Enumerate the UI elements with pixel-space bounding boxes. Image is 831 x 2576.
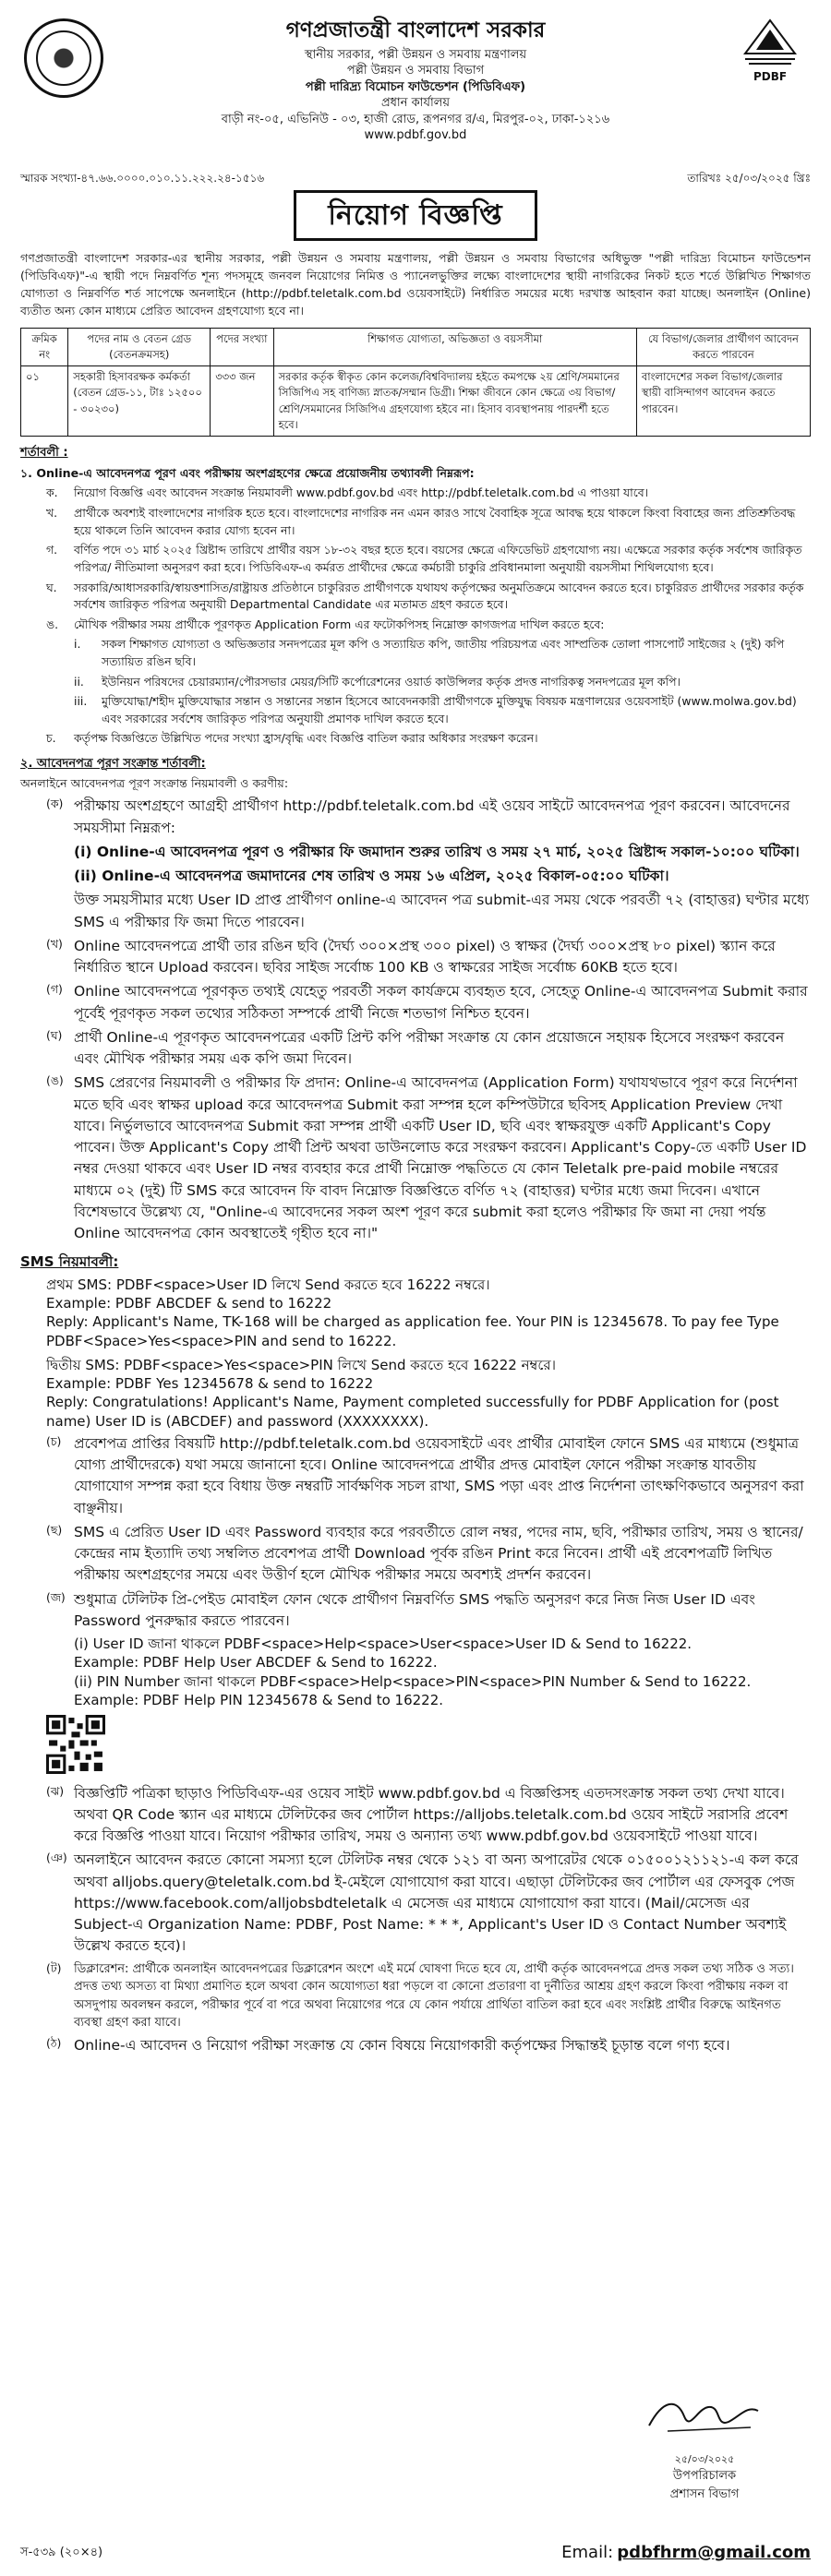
- sms-title: SMS নিয়মাবলী:: [20, 1253, 119, 1271]
- email-label: Email:: [561, 2543, 614, 2562]
- office-name: প্রধান কার্যালয়: [380, 96, 451, 111]
- condition-b-text: প্রার্থীকে অবশ্যই বাংলাদেশের নাগরিক হতে হবে। বাংলাদেশের নাগরিক নন এমন কারও সাথে বৈবাহিক সূত্রে আবদ্ধ হয়ে থাকলে কিংবা বিবাহের জন্য প্রতিশ্রুতিবদ্ধ হয়ে থাকলে তিনি আবেদন করার যোগ্য হবেন না।: [74, 506, 796, 537]
- application-ng-no: (ঙ): [46, 1073, 64, 1088]
- condition-i-text: সকল শিক্ষাগত যোগ্যতা ও অভিজ্ঞতার সনদপত্রের মূল কপি ও সত্যায়িত কপি, জাতীয় পরিচয়পত্র এবং সাম্প্রতিক তোলা পাসপোর্ট সাইজের ২ (দুই) কপি সত্যায়িত রঙিন ছবি।: [102, 637, 785, 668]
- condition-ng-no: ঙ.: [46, 617, 59, 631]
- more-yn-text: অনলাইনে আবেদন করতে কোনো সমস্যা হলে টেলিটক নম্বর থেকে ১২১ বা অন্য অপারেটর থেকে ০১৫০০১২১১২১-এ কল করে অথবা alljobs.query@teletalk.com.bd ই-মেইলে যোগাযোগ করা যাবে। এছাড়া টেলিটকের জব পোর্টাল এর ফেসবুক পেজ https://www.facebook.com/alljobsbdteletalk এ মেসেজ এর মাধ্যমে যোগাযোগ করা যাবে। (Mail/মেসেজ এর Subject-এ Organization Name: PDBF, Post Name: * * *, Applicant's User ID ও Contact Number অবশ্যই উল্লেখ করতে হবে)।: [74, 1851, 799, 1955]
- col-region: যে বিভাগ/জেলার প্রার্থীগণ আবেদন করতে পারবেন: [636, 328, 810, 366]
- publication-code: স-৫৩৯ (২০×৪): [20, 2545, 103, 2559]
- recovery-user-id-example: Example: PDBF Help User ABCDEF & Send to 16222.: [74, 1654, 438, 1671]
- cell-post: সহকারী হিসাবরক্ষক কর্মকর্তা (বেতন গ্রেড-১১, টাঃ ১২৫০০ - ৩০২৩০): [68, 366, 211, 437]
- condition-iii: [20, 693, 811, 727]
- application-gh-text: প্রার্থী Online-এ পূরণকৃত আবেদনপত্রের একটি প্রিন্ট কপি পরীক্ষা সংক্রান্ত যে কোন প্রয়োজনে সহায়ক হিসেবে সংরক্ষণ করবেন এবং মৌখিক পরীক্ষার সময় এক কপি জমা দিবেন।: [74, 1028, 785, 1068]
- condition-b: [20, 505, 811, 539]
- col-qualification: শিক্ষাগত যোগ্যতা, অভিজ্ঞতা ও বয়সসীমা: [273, 328, 636, 366]
- condition-i: [20, 636, 811, 670]
- condition-ii: [20, 674, 811, 691]
- condition-1: [20, 465, 811, 483]
- application-k-i-text: (i) Online-এ আবেদনপত্র পূরণ ও পরীক্ষার ফি জমাদান শুরুর তারিখ ও সময় ২৭ মার্চ, ২০২৫ খ্রিষ্টাব্দ সকাল-১০:০০ ঘটিকা।: [74, 843, 800, 860]
- condition-i-no: i.: [74, 637, 81, 652]
- more-j: [20, 1589, 811, 1633]
- sms-example-1: Example: PDBF ABCDEF & send to 16222: [46, 1295, 332, 1312]
- reference-row: [20, 170, 811, 186]
- application-g: [20, 981, 811, 1024]
- sms-first: প্রথম SMS: PDBF<space>User ID লিখে Send করতে হবে 16222 নম্বরে।: [46, 1276, 490, 1293]
- sms-reply-2: Reply: Congratulations! Applicant's Name, Payment completed successfully for PDBF Application for (post name) User ID is (ABCDEF) and password (XXXXXXXX).: [46, 1394, 779, 1430]
- pdbf-logo-icon: [741, 17, 799, 68]
- more-th-no: (ঠ): [46, 2035, 62, 2050]
- recovery-pin: (ii) PIN Number জানা থাকলে PDBF<space>Help<space>PIN<space>PIN Number & Send to 16222.: [74, 1672, 752, 1690]
- contact-email-wrap: [561, 2540, 811, 2565]
- sms-example-2: Example: PDBF Yes 12345678 & send to 16222: [46, 1375, 374, 1393]
- cell-region: বাংলাদেশের সকল বিভাগ/জেলার স্থায়ী বাসিন্দাগণ আবেদন করতে পারবেন।: [636, 366, 810, 437]
- website[interactable]: www.pdbf.gov.bd: [364, 128, 467, 143]
- more-yn: [20, 1850, 811, 1957]
- application-k-ii-text: (ii) Online-এ আবেদনপত্র জমাদানের শেষ তারিখ ও সময় ১৬ এপ্রিল, ২০২৫ বিকাল-০৫:০০ ঘটিকা।: [74, 868, 669, 885]
- application-ng: [20, 1072, 811, 1244]
- condition-g: [20, 542, 811, 576]
- issue-date: তারিখঃ ২৫/০৩/২০২৫ খ্রিঃ: [687, 172, 811, 185]
- col-count: পদের সংখ্যা: [211, 328, 273, 366]
- notice-title-wrap: [20, 190, 811, 241]
- more-chh: [20, 1522, 811, 1587]
- ministry-name: স্থানীয় সরকার, পল্লী উন্নয়ন ও সমবায় মন্ত্রণালয়: [304, 47, 527, 62]
- letterhead: [20, 15, 811, 185]
- condition-ii-text: ইউনিয়ন পরিষদের চেয়ারম্যান/পৌরসভার মেয়র/সিটি কর্পোরেশনের ওয়ার্ড কাউন্সিলর কর্তৃক প্রদত্ত নাগরিকত্ব সনদপত্রের মূল কপি।: [102, 674, 680, 689]
- sms-second: দ্বিতীয় SMS: PDBF<space>Yes<space>PIN লিখে Send করতে হবে 16222 নম্বরে।: [46, 1356, 557, 1373]
- application-gh-no: (ঘ): [46, 1027, 63, 1042]
- condition-gh-no: ঘ.: [46, 580, 57, 594]
- more-t-no: (ট): [46, 1960, 62, 1975]
- table-header-row: [21, 328, 811, 366]
- foundation-name: পল্লী দারিদ্র্য বিমোচন ফাউন্ডেশন (পিডিবিএফ): [305, 79, 526, 94]
- contact-email[interactable]: pdbfhrm@gmail.com: [617, 2543, 811, 2562]
- condition-1-text: ১. Online-এ আবেদনপত্র পূরণ এবং পরীক্ষায় অংশগ্রহণের ক্ষেত্রে প্রয়োজনীয় তথ্যাবলী নিম্নরূপ:: [20, 465, 475, 480]
- more-jh: [20, 1783, 811, 1848]
- application-k-i: [20, 842, 811, 863]
- more-th-text: Online-এ আবেদন ও নিয়োগ পরীক্ষা সংক্রান্ত যে কোন বিষয়ে নিয়োগকারী কর্তৃপক্ষের সিদ্ধান্তই চূড়ান্ত বলে গণ্য হবে।: [74, 2036, 730, 2054]
- more-j-no: (জ): [46, 1589, 66, 1604]
- more-c-text: প্রবেশপত্র প্রাপ্তির বিষয়টি http://pdbf.teletalk.com.bd ওয়েবসাইটে এবং প্রার্থীর মোবাইল ফোনে SMS এর মাধ্যমে (শুধুমাত্র যোগ্য প্রার্থীদেরকে) যথা সময়ে জানানো হবে। Online আবেদনপত্রে প্রার্থীর প্রদত্ত মোবাইল ফোনে পরীক্ষা সংক্রান্ত যাবতীয় যোগাযোগ সম্পন্ন করা হবে বিধায় উক্ত নম্বরটি সার্বক্ষণিক সচল রাখা, SMS পড়া এবং প্রাপ্ত নির্দেশনা তাৎক্ষণিকভাবে অনুসরণ করা বাঞ্ছনীয়।: [74, 1434, 804, 1516]
- condition-ng: [20, 617, 811, 634]
- application-ng-text: SMS প্রেরণের নিয়মাবলী ও পরীক্ষার ফি প্রদান: Online-এ আবেদনপত্র (Application Form) যথাযথভাবে পূরণ করে নির্দেশনা মতে ছবি এবং স্বাক্ষর upload করে আবেদনপত্র Submit করা সম্পন্ন হলে কম্পিউটারে ছবিসহ Application Preview দেখা যাবে। নির্ভুলভাবে আবেদনপত্র Submit করা সম্পন্ন প্রার্থী একটি User ID, ছবি এবং স্বাক্ষরযুক্ত একটি Applicant's Copy পাবেন। উক্ত Applicant's Copy প্রার্থী প্রিন্ট অথবা ডাউনলোড করে সংরক্ষণ করবেন। Applicant's Copy-তে একটি User ID নম্বর দেওয়া থাকবে এবং User ID নম্বর ব্যবহার করে প্রার্থী নিম্নোক্ত পদ্ধতিতে যে কোন Teletalk pre-paid mobile নম্বরের মাধ্যমে ০২ (দুই) টি SMS করে আবেদন ফি বাবদ নিম্নোক্ত বিজ্ঞপ্তিতে বর্ণিত ৭২ (বাহাত্তর) ঘণ্টার মধ্যে জমা দিবেন। এখানে বিশেষভাবে উল্লেখ্য যে, "Online-এ আবেদনের সকল অংশ পূরণ করে submit করা হলেও পরীক্ষার ফি জমা না দেয়া পর্যন্ত Online আবেদনপত্র কোন অবস্থাতেই গৃহীত হবে না।": [74, 1074, 807, 1242]
- condition-b-no: খ.: [46, 506, 58, 521]
- recovery-sms: [20, 1635, 811, 1709]
- office-address: বাড়ী নং-০৫, এভিনিউ - ০৩, হাজী রোড, রূপনগর র/এ, মিরপুর-০২, ঢাকা-১২১৬: [221, 112, 610, 126]
- application-title: ২. আবেদনপত্র পূরণ সংক্রান্ত শর্তাবলী:: [20, 756, 206, 771]
- application-intro: [20, 775, 811, 793]
- more-j-text: শুধুমাত্র টেলিটক প্রি-পেইড মোবাইল ফোন থেকে প্রার্থীগণ নিম্নবর্ণিত SMS পদ্ধতি অনুসরণ করে নিজ নিজ User ID এবং Password পুনরুদ্ধার করতে পারবেন।: [74, 1590, 755, 1629]
- application-g-text: Online আবেদনপত্রে পূরণকৃত তথ্যই যেহেতু পরবর্তী সকল কার্যক্রমে ব্যবহৃত হবে, সেহেতু Online-এ আবেদনপত্র Submit করার পূর্বেই পূরণকৃত সকল তথ্যের সঠিকতা সম্পর্কে প্রার্থী নিজে শতভাগ নিশ্চিত হবেন।: [74, 983, 808, 1022]
- application-k-ii: [20, 866, 811, 887]
- more-chh-text: SMS এ প্রেরিত User ID এবং Password ব্যবহার করে পরবর্তীতে রোল নম্বর, পদের নাম, ছবি, পরীক্ষার তারিখ, সময় ও স্থানের/কেন্দ্রের নাম ইত্যাদি তথ্য সম্বলিত প্রবেশপত্র প্রার্থী Download পূর্বক রঙিন Print করে নিবেন। প্রার্থী এই প্রবেশপত্রটি লিখিত পরীক্ষায় অংশগ্রহণের সময়ে এবং উত্তীর্ণ হলে মৌখিক পরীক্ষার সময়ে অবশ্যই প্রদর্শন করবেন।: [74, 1523, 803, 1584]
- col-post: পদের নাম ও বেতন গ্রেড (বেতনক্রমসহ): [68, 328, 211, 366]
- signatory-department: প্রশাসন বিভাগ: [669, 2486, 740, 2501]
- application-k-note-text: উক্ত সময়সীমার মধ্যে User ID প্রাপ্ত প্রার্থীগণ online-এ আবেদন পত্র submit-এর সময় থেকে পরবর্তী ৭২ (বাহাত্তর) ঘণ্টার মধ্যে SMS এ পরীক্ষার ফি জমা দিতে পারবেন।: [74, 892, 810, 930]
- application-k: [20, 796, 811, 839]
- posts-table: [20, 328, 811, 437]
- more-t: [20, 1960, 811, 2032]
- condition-iii-text: মুক্তিযোদ্ধা/শহীদ মুক্তিযোদ্ধার সন্তান ও সন্তানের সন্তান হিসেবে আবেদনকারী প্রার্থীগণকে মুক্তিযুদ্ধ বিষয়ক মন্ত্রণালয়ের ওয়েবসাইট (www.molwa.gov.bd) এবং সরকারের সর্বশেষ জারিকৃত পরিপত্র অনুযায়ী প্রমাণক দাখিল করতে হবে।: [102, 694, 797, 725]
- application-k-text: পরীক্ষায় অংশগ্রহণে আগ্রহী প্রার্থীগণ http://pdbf.teletalk.com.bd এই ওয়েব সাইটে আবেদনপত্র পূরণ করবেন। আবেদনের সময়সীমা নিম্নরূপ:: [74, 797, 790, 836]
- more-jh-no: (ঝ): [46, 1783, 65, 1798]
- condition-a-no: ক.: [46, 485, 58, 500]
- government-seal-icon: [24, 18, 103, 98]
- condition-gh-text: সরকারি/আধাসরকারি/স্বায়ত্তশাসিত/রাষ্ট্রায়ত্ত প্রতিষ্ঠানে চাকুরিরত প্রার্থীগণকে যথাযথ কর্তৃপক্ষের অনুমতিক্রমে আবেদন করতে হবে। চাকুরিরত প্রার্থীদের সরকার কর্তৃক সর্বশেষ জারিকৃত পরিপত্র অনুযায়ী Departmental Candidate এর মতামত গ্রহণ করতে হবে।: [74, 580, 804, 612]
- condition-a-text: নিয়োগ বিজ্ঞপ্তি এবং আবেদন সংক্রান্ত নিয়মাবলী www.pdbf.gov.bd এবং http://pdbf.teletalk.com.bd এ পাওয়া যাবে।: [74, 485, 649, 500]
- signature-date: ২৫/০৩/২০২৫: [674, 2452, 735, 2465]
- condition-ch-text: কর্তৃপক্ষ বিজ্ঞপ্তিতে উল্লিখিত পদের সংখ্যা হ্রাস/বৃদ্ধি এবং বিজ্ঞপ্তি বাতিল করার অধিকার সংরক্ষণ করেন।: [74, 731, 538, 746]
- more-th: [20, 2035, 811, 2056]
- notice-title: নিয়োগ বিজ্ঞপ্তি: [294, 190, 536, 241]
- cell-count: ৩৩৩ জন: [211, 366, 273, 437]
- condition-gh: [20, 580, 811, 614]
- application-g-no: (গ): [46, 982, 63, 997]
- application-gh: [20, 1027, 811, 1071]
- application-kh-text: Online আবেদনপত্রে প্রার্থী তার রঙিন ছবি (দৈর্ঘ্য ৩০০×প্রস্থ ৩০০ pixel) ও স্বাক্ষর (দৈর্ঘ্য ৩০০×প্রস্থ ৮০ pixel) স্ক্যান করে নির্ধারিত স্থানে Upload করবেন। ছবির সাইজ সর্বোচ্চ 100 KB ও স্বাক্ষরের সাইজ সর্বোচ্চ 60KB হতে হবে।: [74, 937, 776, 976]
- condition-ii-no: ii.: [74, 674, 84, 689]
- more-jh-text: বিজ্ঞপ্তিটি পত্রিকা ছাড়াও পিডিবিএফ-এর ওয়েব সাইট www.pdbf.gov.bd এ বিজ্ঞপ্তিসহ এতদসংক্রান্ত সকল তথ্য দেখা যাবে। অথবা QR Code স্ক্যান এর মাধ্যমে টেলিটকের জব পোর্টাল https://alljobs.teletalk.com.bd ওয়েব সাইটে সরাসরি প্রবেশ করে বিজ্ঞপ্তি পাওয়া যাবে। নিয়োগ পরীক্ষার তারিখ, সময় ও অন্যান্য তথ্য www.pdbf.gov.bd ওয়েবসাইটে পাওয়া যাবে।: [74, 1784, 789, 1845]
- cell-serial: ০১: [21, 366, 68, 437]
- more-chh-no: (ছ): [46, 1522, 63, 1537]
- condition-iii-no: iii.: [74, 694, 88, 709]
- application-kh-no: (খ): [46, 936, 63, 951]
- recovery-user-id: (i) User ID জানা থাকলে PDBF<space>Help<space>User<space>User ID & Send to 16222.: [74, 1635, 692, 1653]
- logo-text: PDBF: [753, 70, 788, 83]
- division-name: পল্লী উন্নয়ন ও সমবায় বিভাগ: [346, 64, 485, 78]
- col-serial: ক্রমিক নং: [21, 328, 68, 366]
- qr-code-icon[interactable]: [46, 1715, 105, 1774]
- more-c: [20, 1433, 811, 1519]
- more-t-text: ডিক্লারেশন: প্রার্থীকে অনলাইন আবেদনপত্রের ডিক্লারেশন অংশে এই মর্মে ঘোষণা দিতে হবে যে, প্রার্থী কর্তৃক আবেদনপত্রে প্রদত্ত সকল তথ্য সঠিক ও সত্য। প্রদত্ত তথ্য অসত্য বা মিথ্যা প্রমাণিত হলে অথবা কোন অযোগ্যতা ধরা পড়লে বা কোনো প্রতারণা বা দুর্নীতির আশ্রয় গ্রহণ করলে কিংবা পরীক্ষায় নকল বা অসদুপায় অবলম্বন করলে, পরীক্ষার পূর্বে বা পরে অথবা নিয়োগের পরে যে কোন পর্যায়ে প্রার্থিতা বাতিল করা হবে এবং সংশ্লিষ্ট প্রার্থীর বিরুদ্ধে আইনগত ব্যবস্থা গ্রহণ করা যাবে।: [74, 1961, 794, 2031]
- condition-a: [20, 485, 811, 502]
- memo-number: স্মারক সংখ্যা-৪৭.৬৬.০০০০.০১০.১১.২২২.২৪-১৫১৬: [20, 172, 265, 185]
- more-c-no: (চ): [46, 1433, 62, 1448]
- condition-g-text: বর্ণিত পদে ৩১ মার্চ ২০২৫ খ্রিষ্টাব্দ তারিখে প্রার্থীর বয়স ১৮-৩২ বছর হতে হবে। বয়সের ক্ষেত্রে এফিডেভিট গ্রহণযোগ্য নয়। এক্ষেত্রে সরকার কর্তৃক সর্বশেষ জারিকৃত পরিপত্র/ নীতিমালা অনুসরণ করা হবে। পিডিবিএফ-এ কর্মরত প্রার্থীদের ক্ষেত্রে কর্মচারী চাকুরি প্রবিধানমালা অনুযায়ী বয়সসীমা শিথিলযোগ্য হবে।: [74, 543, 802, 574]
- sms-rules: [20, 1276, 811, 1431]
- recovery-pin-example: Example: PDBF Help PIN 12345678 & Send to 16222.: [74, 1691, 444, 1708]
- application-k-note: [20, 890, 811, 933]
- signature-block: [598, 2390, 811, 2503]
- signatory-title: উপপরিচালক: [672, 2469, 737, 2483]
- government-title: গণপ্রজাতন্ত্রী বাংলাদেশ সরকার: [285, 18, 546, 42]
- condition-g-no: গ.: [46, 543, 58, 557]
- footer-row: [20, 2540, 811, 2565]
- condition-ch: [20, 730, 811, 748]
- condition-ng-text: মৌখিক পরীক্ষার সময় প্রার্থীকে পূরণকৃত Application Form এর ফটোকপিসহ নিম্নোক্ত কাগজপত্র দাখিল করতে হবে:: [74, 617, 605, 631]
- table-row: [21, 366, 811, 437]
- conditions-title: শর্তাবলী :: [20, 446, 68, 461]
- intro-paragraph: গণপ্রজাতন্ত্রী বাংলাদেশ সরকার-এর স্থানীয় সরকার, পল্লী উন্নয়ন ও সমবায় মন্ত্রণালয়, পল্লী উন্নয়ন ও সমবায় বিভাগের অধিভুক্ত "পল্লী দারিদ্র্য বিমোচন ফাউন্ডেশন (পিডিবিএফ)"-এ স্থায়ী পদে নিম্নবর্ণিত শূন্য পদসমূহে জনবল নিয়োগের নিমিত্ত ও প্যানেলভুক্তির লক্ষ্যে বাংলাদেশের স্থায়ী নাগরিকের নিকট হতে শর্তে উল্লিখিত শিক্ষাগত যোগ্যতা ও নিম্নবর্ণিত শর্ত সাপেক্ষে অনলাইনে (http://pdbf.teletalk.com.bd ওয়েবসাইটে) নির্ধারিত সময়ের মধ্যে দরখাস্ত আহবান করা যাচ্ছে। অনলাইন (Online) ব্যতীত অন্য কোন মাধ্যমে প্রেরিত আবেদন গ্রহণযোগ্য হবে না।: [20, 251, 811, 318]
- application-k-no: (ক): [46, 797, 64, 811]
- application-kh: [20, 936, 811, 979]
- more-yn-no: (ঞ): [46, 1851, 67, 1865]
- pdbf-logo: [733, 17, 807, 85]
- sms-reply-1: Reply: Applicant's Name, TK-168 will be charged as application fee. Your PIN is 12345678. To pay fee Type PDBF<Space>Yes<space>PIN and send to 16222.: [46, 1313, 779, 1349]
- cell-qualification: সরকার কর্তৃক স্বীকৃত কোন কলেজ/বিশ্ববিদ্যালয় হইতে কমপক্ষে ২য় শ্রেণি/সমমানের সিজিপিএ সহ বাণিজ্য স্নাতক/সম্মান ডিগ্রী। শিক্ষা জীবনে কোন ক্ষেত্রে ৩য় বিভাগ/শ্রেণি/সমমানের সিজিপিএ গ্রহণযোগ্য হইবে না। হিসাব ব্যবস্থাপনায় পারদর্শী হতে হবে।: [273, 366, 636, 437]
- signature-icon: [612, 2390, 797, 2446]
- condition-ch-no: চ.: [46, 731, 56, 746]
- application-intro-text: অনলাইনে আবেদনপত্র পূরণ সংক্রান্ত নিয়মাবলী ও করণীয়:: [20, 776, 289, 791]
